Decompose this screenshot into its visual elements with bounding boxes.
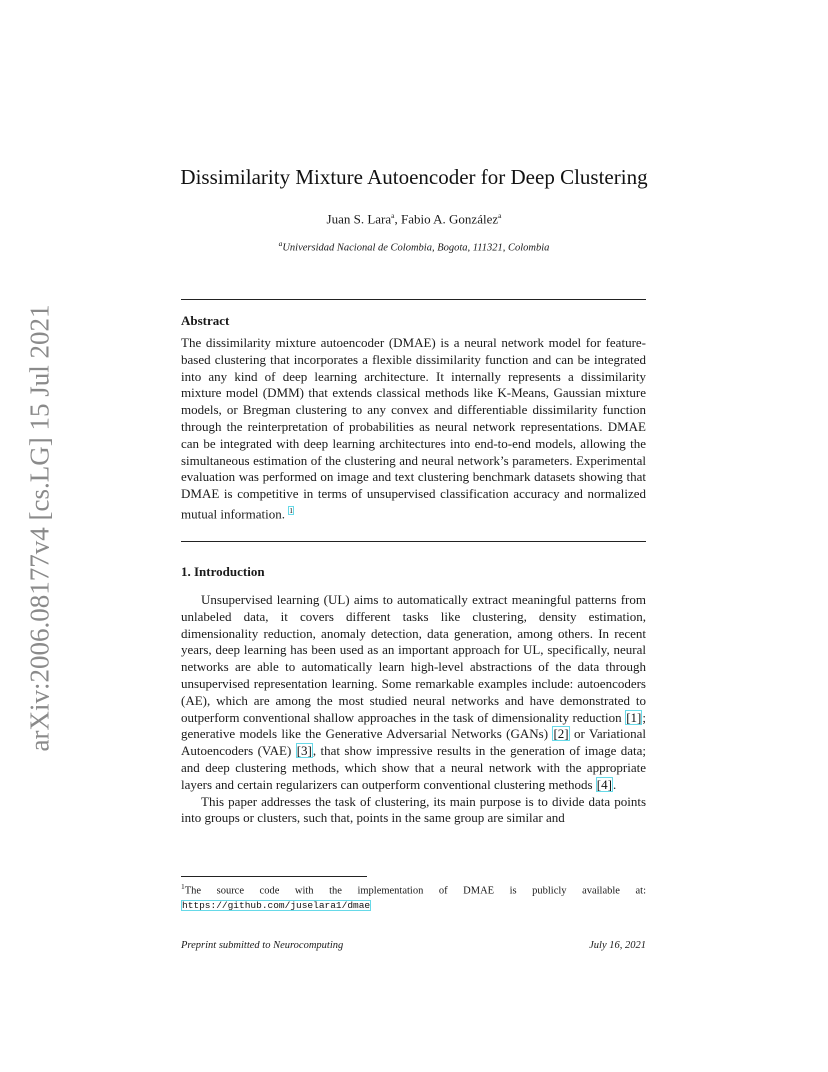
affiliation-marker: a [278, 239, 283, 248]
affiliation-text: Universidad Nacional de Colombia, Bogota, 111321, Colombia [282, 242, 550, 254]
footnote-link[interactable]: 1 [289, 505, 293, 515]
paper-title: Dissimilarity Mixture Autoencoder for Deep Clustering [180, 165, 648, 189]
footnote-marker: 1 [181, 882, 185, 891]
paragraph [181, 794, 646, 828]
abstract-top-rule [181, 299, 646, 300]
citation-link[interactable]: [3] [296, 743, 312, 759]
author-name: Fabio A. González [401, 211, 499, 227]
author-list [0, 211, 828, 227]
paragraph-text: Unsupervised learning (UL) aims to automatically extract meaningful patterns from unlabeled data, it covers different tasks like clustering, density estimation, dimensionality reduction, anomaly detection, data generation, among others. In recent years, deep learning has been used as an important approach for UL, specifically, neural networks are able to automatically learn high-level abstractions of the data through unsupervised representation learning. Some remarkable examples include: autoencoders (AE), which are among the most studied neural networks and have demonstrated to outperform conventional shallow approaches in the task of dimensionality reduction [181, 592, 646, 725]
paragraph [181, 592, 646, 794]
author-name: Juan S. Lara [326, 211, 392, 227]
abstract-bottom-rule [181, 541, 646, 542]
arxiv-identifier-stamp [20, 298, 60, 758]
introduction-section [181, 564, 646, 827]
citation-link[interactable]: [4] [596, 776, 612, 792]
citation-link[interactable]: [2] [553, 726, 569, 742]
footer-left: Preprint submitted to Neurocomputing [181, 940, 344, 951]
source-code-url-link[interactable]: https://github.com/juselara1/dmae [182, 899, 371, 911]
abstract-body: The dissimilarity mixture autoencoder (DMAE) is a neural network model for feature-based clustering that incorporates a flexible dissimilarity function and can be integrated into any kind of deep learning architecture. It internally represents a dissimilarity mixture model (DMM) that extends classical methods like K-Means, Gaussian mixture models, or Bregman clustering to any convex and differentiable dissimilarity function through the reinterpretation of probabilities as neural network representations. DMAE can be integrated with deep learning architectures into end-to-end models, allowing the simultaneous estimation of the clustering and neural network’s parameters. Experimental evaluation was performed on image and text clustering benchmark datasets showing that DMAE is competitive in terms of unsupervised classification accuracy and normalized mutual information. [181, 335, 646, 522]
footnote [181, 880, 646, 913]
footer-right: July 16, 2021 [589, 940, 646, 951]
arxiv-identifier-text: arXiv:2006.08177v4 [cs.LG] 15 Jul 2021 [24, 304, 55, 752]
paragraph-text: , that show impressive results in the generation of image data; and deep clustering methods, which show that a neural network with the appropriate layers and certain regularizers can outperform conventional clustering methods [181, 743, 647, 792]
affiliation-marker: a [498, 211, 502, 220]
author-separator: , [394, 211, 401, 227]
abstract-text [181, 335, 646, 523]
section-heading: 1. Introduction [181, 564, 265, 579]
citation-link[interactable]: [1] [626, 709, 642, 725]
paragraph-text: . [612, 776, 617, 792]
footnote-text: The source code with the implementation of DMAE is publicly available at: [184, 885, 646, 897]
affiliation-marker: a [391, 211, 395, 220]
footnote-rule [181, 876, 367, 877]
paragraph-text: This paper addresses the task of clustering, its main purpose is to divide data points into groups or clusters, such that, points in the same group are similar and [181, 793, 646, 826]
abstract-section [181, 313, 646, 523]
paragraph-text: ; generative models like the Generative Adversarial Networks (GANs) [181, 709, 646, 742]
paragraph-text: or Variational Autoencoders (VAE) [181, 726, 646, 759]
abstract-heading: Abstract [181, 313, 230, 328]
affiliation [0, 239, 828, 254]
